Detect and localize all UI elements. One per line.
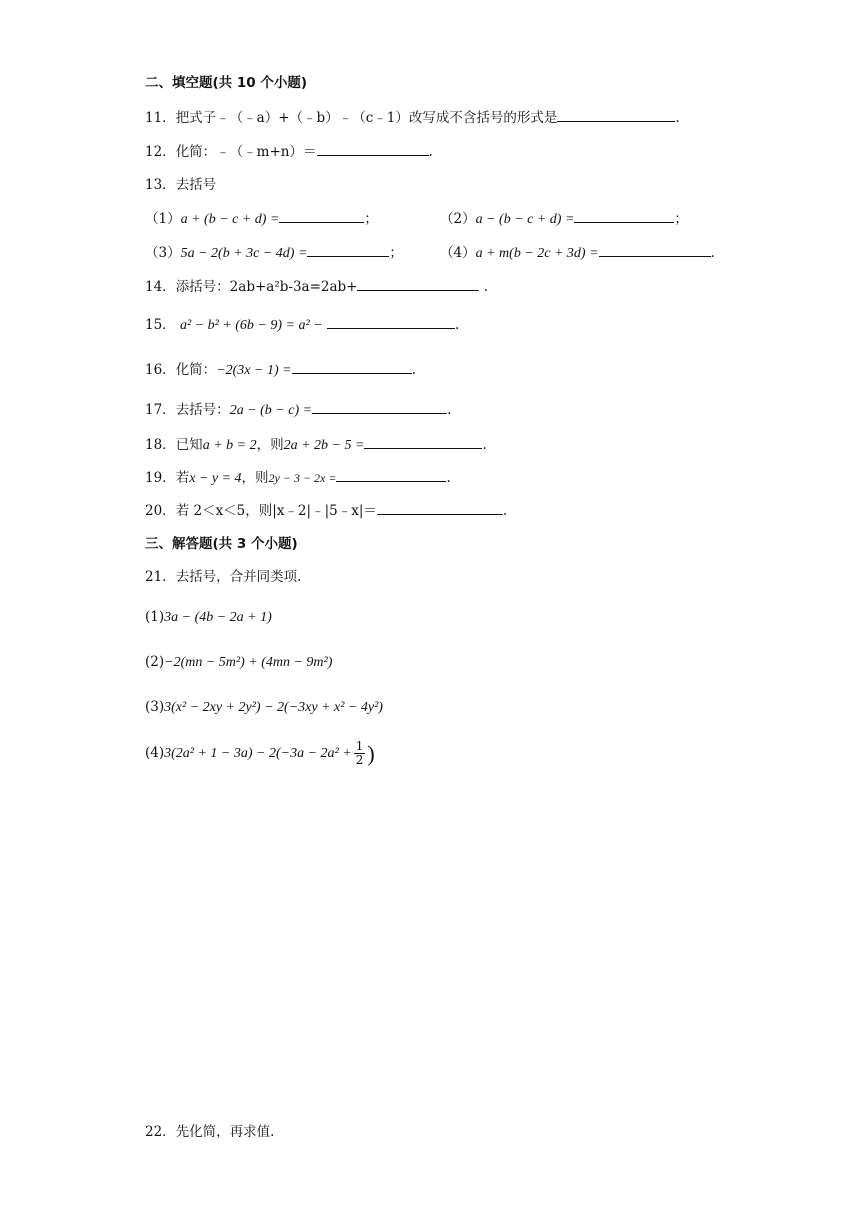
answer-blank[interactable]	[377, 500, 503, 515]
sub-label: (3)	[145, 699, 165, 715]
part-label: （3）	[145, 245, 181, 261]
period: .	[482, 437, 487, 453]
fraction	[354, 740, 366, 767]
period: .	[446, 470, 451, 486]
answer-blank[interactable]	[364, 434, 482, 449]
question-number: 21．	[145, 569, 176, 585]
math-expression: 2a − (b − c) =	[229, 403, 313, 418]
question-number: 18．	[145, 437, 176, 453]
period: .	[675, 110, 680, 126]
question-21-sub-4	[145, 738, 375, 769]
part-label: （4）	[440, 245, 476, 261]
question-13-part-4	[440, 242, 715, 264]
question-text: 把式子﹣（﹣a）+（﹣b）﹣（c﹣1）改写成不含括号的形式是	[175, 110, 558, 126]
question-text: 去括号	[175, 177, 217, 193]
question-18	[145, 434, 487, 456]
section-heading-solve: 三、解答题(共 3 个小题)	[145, 536, 298, 552]
math-expression: 2a + 2b − 5 =	[283, 438, 365, 453]
question-text: 去括号：	[175, 402, 230, 418]
question-21-sub-2	[145, 652, 332, 673]
question-number: 11．	[145, 110, 176, 126]
question-15	[145, 314, 459, 336]
question-number: 15．	[145, 317, 176, 333]
question-11	[145, 107, 680, 128]
question-number: 19．	[145, 470, 176, 486]
question-text: ，则	[256, 437, 284, 453]
question-20	[145, 500, 507, 521]
math-expression: 5a − 2(b + 3c − 4d) =	[180, 246, 308, 261]
answer-blank[interactable]	[574, 208, 674, 223]
period: .	[428, 144, 433, 160]
question-number: 13．	[145, 177, 176, 193]
part-label: （1）	[145, 211, 181, 227]
answer-blank[interactable]	[307, 242, 389, 257]
math-expression: 3a − (4b − 2a + 1)	[164, 610, 272, 625]
answer-blank[interactable]	[336, 467, 446, 482]
question-number: 22．	[145, 1124, 176, 1140]
question-text: 去括号，合并同类项.	[175, 569, 302, 585]
question-17	[145, 399, 451, 421]
question-text: 添括号：2ab+a²b-3a=2ab+	[175, 279, 358, 295]
answer-blank[interactable]	[312, 399, 447, 414]
period: .	[502, 503, 508, 519]
answer-blank[interactable]	[292, 359, 412, 374]
question-text: 已知	[175, 437, 203, 453]
question-21-sub-1	[145, 607, 272, 628]
question-13-part-1	[145, 208, 378, 230]
question-13-part-2	[440, 208, 688, 230]
answer-blank[interactable]	[317, 141, 429, 156]
math-expression: −2(3x − 1) =	[216, 363, 292, 378]
sub-label: (4)	[145, 745, 165, 761]
question-22	[145, 1122, 274, 1142]
question-text: 若 2＜x＜5，则|x﹣2|﹣|5﹣x|＝	[175, 503, 377, 519]
fraction-denominator: 2	[355, 753, 364, 767]
math-expression: a − (b − c + d) =	[475, 212, 575, 227]
math-expression: 3(2a² + 1 − 3a) − 2(−3a − 2a² +	[164, 746, 352, 761]
answer-blank[interactable]	[599, 242, 711, 257]
math-condition: x − y = 4	[189, 471, 242, 486]
section-heading-fill-in: 二、填空题(共 10 个小题)	[145, 75, 308, 91]
question-number: 16．	[145, 362, 176, 378]
period: .	[454, 317, 460, 333]
answer-blank[interactable]	[279, 208, 364, 223]
math-expression: 3(x² − 2xy + 2y²) − 2(−3xy + x² − 4y²)	[164, 700, 383, 715]
answer-blank[interactable]	[557, 107, 675, 122]
question-text: ，则	[241, 470, 269, 486]
math-expression: a² − b² + (6b − 9) = a² −	[179, 318, 323, 333]
math-expression: a + m(b − 2c + 3d) =	[475, 246, 599, 261]
separator: ；	[364, 211, 378, 227]
question-text: 化简：	[175, 362, 217, 378]
math-expression: a + (b − c + d) =	[180, 212, 280, 227]
math-expression: −2(mn − 5m²) + (4mn − 9m²)	[164, 655, 333, 670]
separator: ；	[674, 211, 688, 227]
period: .	[447, 402, 452, 418]
question-16	[145, 359, 416, 381]
question-21-sub-3	[145, 697, 383, 718]
part-label: （2）	[440, 211, 476, 227]
question-13	[145, 175, 216, 195]
question-number: 17．	[145, 402, 176, 418]
question-12	[145, 141, 433, 162]
question-21	[145, 567, 301, 587]
question-19	[145, 467, 451, 489]
period: .	[411, 362, 416, 378]
math-condition: a + b = 2	[202, 438, 257, 453]
answer-blank[interactable]	[357, 276, 479, 291]
answer-blank[interactable]	[327, 314, 455, 329]
question-number: 20．	[145, 503, 176, 519]
math-paren-close: )	[367, 741, 375, 766]
period: .	[483, 279, 489, 295]
question-text: 化简：﹣（﹣m+n）＝	[175, 144, 317, 160]
sub-label: (1)	[145, 609, 165, 625]
separator: ；	[389, 245, 403, 261]
math-expression: 2y − 3 − 2x =	[268, 471, 337, 485]
sub-label: (2)	[145, 654, 165, 670]
question-14	[145, 276, 488, 297]
question-13-part-3	[145, 242, 403, 264]
question-text: 先化简，再求值.	[175, 1124, 275, 1140]
fraction-numerator: 1	[355, 739, 364, 753]
question-text: 若	[175, 470, 190, 486]
question-number: 14．	[145, 279, 176, 295]
period: .	[710, 245, 715, 261]
question-number: 12．	[145, 144, 176, 160]
